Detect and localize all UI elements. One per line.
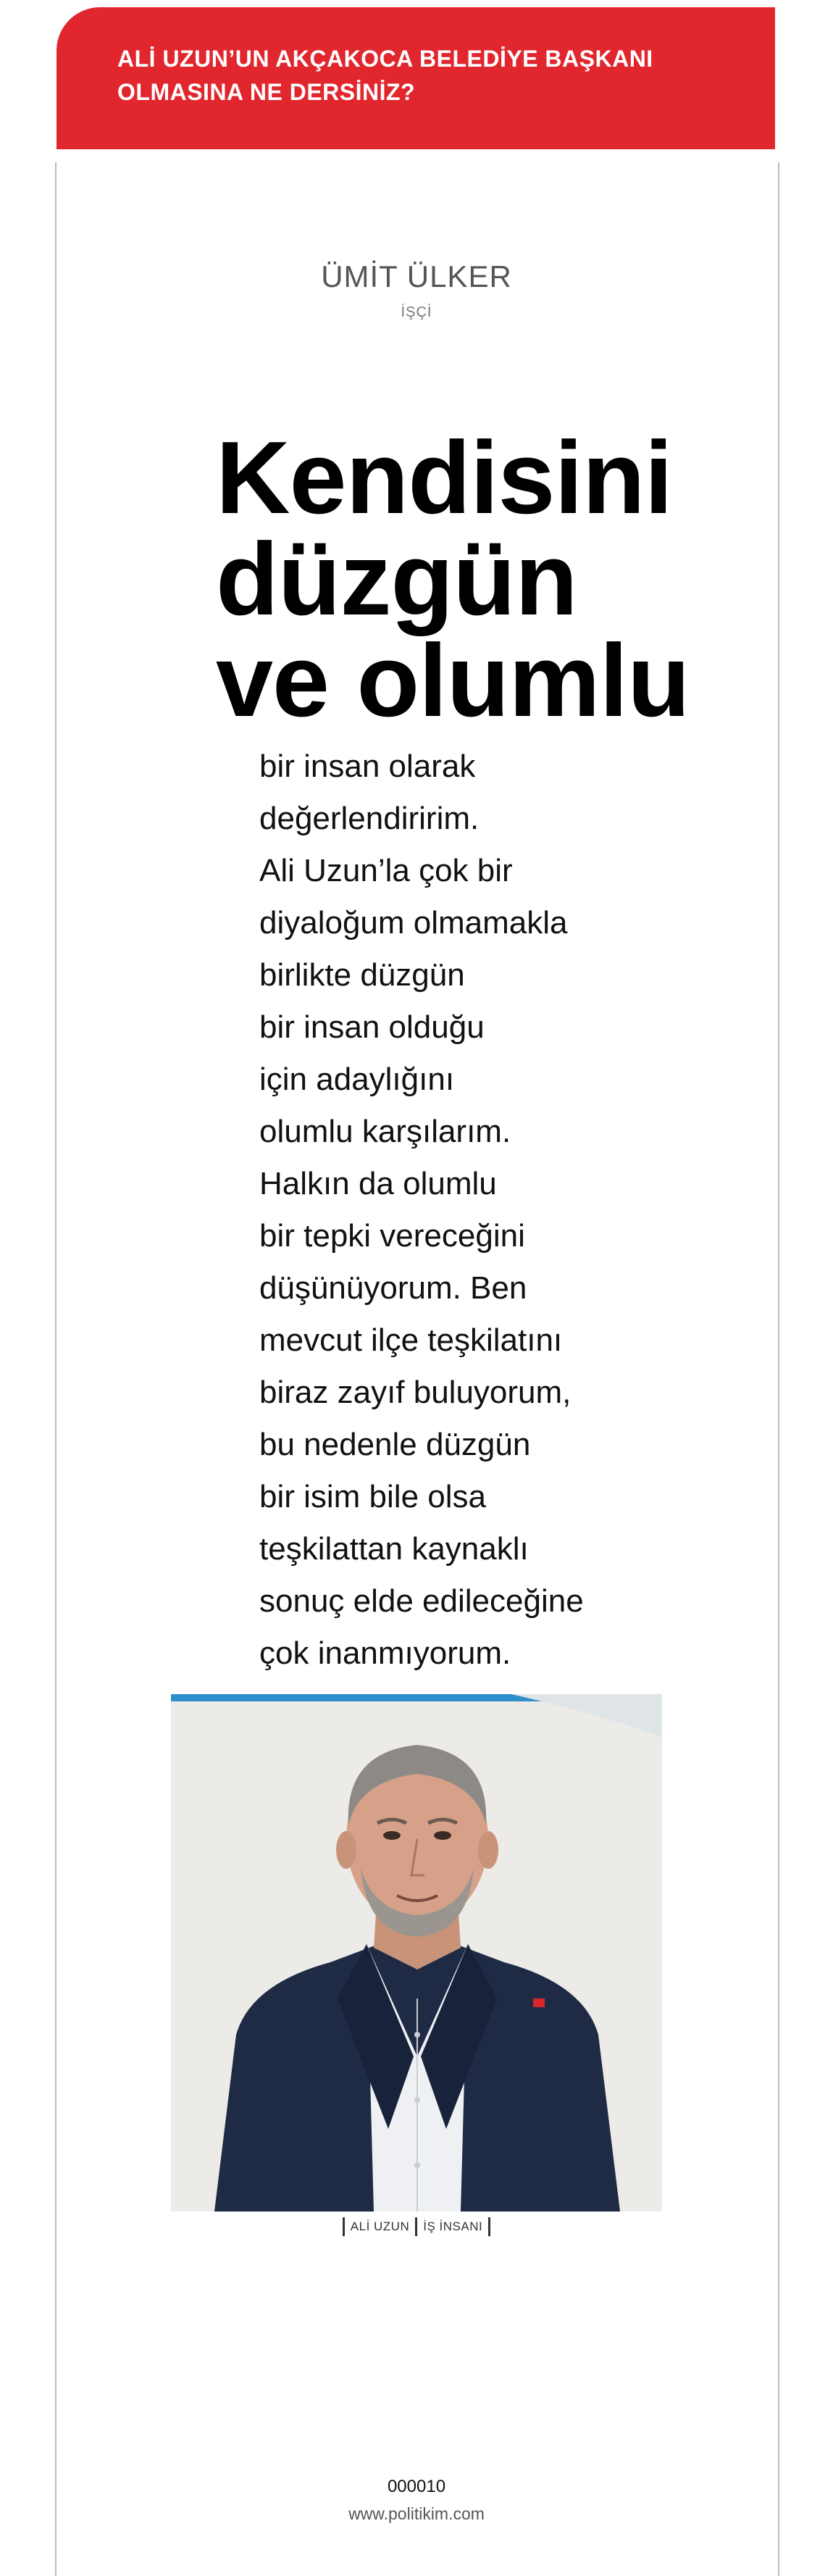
caption-person-title: İŞ İNSANI [423, 2219, 483, 2233]
banner-question-line-1: ALİ UZUN’UN AKÇAKOCA BELEDİYE BAŞKANI [117, 46, 653, 72]
caption-separator [488, 2217, 490, 2236]
portrait-photo [171, 1694, 662, 2212]
caption-person-name: ALİ UZUN [350, 2219, 410, 2233]
body-line: için adaylığını [259, 1062, 455, 1097]
body-line: olumlu karşılarım. [259, 1114, 511, 1149]
website-url: www.politikim.com [348, 2504, 485, 2523]
body-line: Ali Uzun’la çok bir [259, 853, 513, 888]
page-number: 000010 [387, 2477, 446, 2496]
headline-line-1: Kendisini [216, 420, 673, 535]
caption-separator [343, 2217, 345, 2236]
banner-question-line-2: OLMASINA NE DERSİNİZ? [117, 79, 416, 105]
body-line: mevcut ilçe teşkilatını [259, 1322, 563, 1358]
body-line: bir tepki vereceğini [259, 1218, 525, 1254]
headline [216, 420, 690, 738]
body-line: bir isim bile olsa [259, 1479, 486, 1514]
body-line: bu nedenle düzgün [259, 1427, 531, 1462]
body-line: teşkilattan kaynaklı [259, 1531, 529, 1567]
body-text [259, 741, 665, 1680]
body-line: düşünüyorum. Ben [259, 1270, 527, 1306]
photo-caption [0, 2217, 833, 2236]
caption-separator [415, 2217, 417, 2236]
portrait-illustration [171, 1694, 662, 2212]
headline-line-2: düzgün [216, 522, 577, 637]
body-line: değerlendiririm. [259, 801, 480, 836]
right-divider-line [778, 162, 779, 2576]
body-line: birlikte düzgün [259, 957, 465, 993]
headline-line-3: ve olumlu [216, 623, 690, 738]
body-line: bir insan olduğu [259, 1009, 485, 1045]
left-divider-line [55, 162, 56, 2576]
question-banner [56, 7, 775, 149]
author-name: ÜMİT ÜLKER [321, 259, 512, 293]
body-line: sonuç elde edileceğine [259, 1583, 584, 1619]
author-role: İŞÇİ [401, 304, 432, 320]
body-line: diyaloğum olmamakla [259, 905, 568, 941]
body-line: çok inanmıyorum. [259, 1635, 511, 1671]
body-line: bir insan olarak [259, 749, 476, 784]
body-line: biraz zayıf buluyorum, [259, 1375, 572, 1410]
body-line: Halkın da olumlu [259, 1166, 497, 1201]
